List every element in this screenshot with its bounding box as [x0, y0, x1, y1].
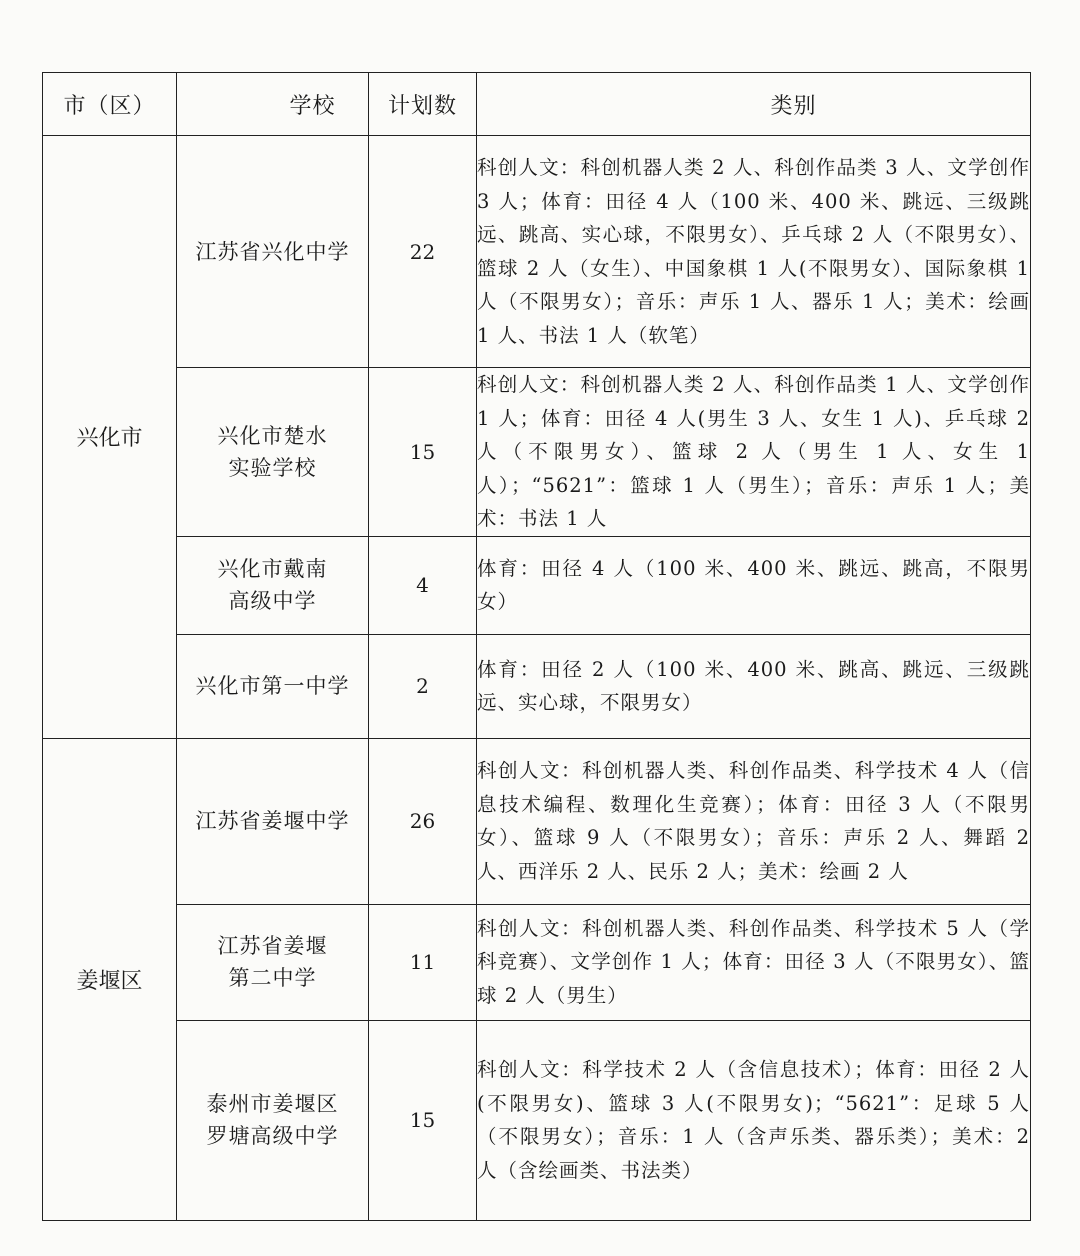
school-cell	[177, 634, 369, 738]
school-cell	[177, 904, 369, 1020]
header-school: 学校	[177, 73, 369, 136]
school-name-line: 江苏省姜堰	[217, 934, 328, 958]
table-row	[43, 1020, 1031, 1220]
plan-count-cell: 15	[369, 1020, 477, 1220]
plan-count-cell: 22	[369, 136, 477, 368]
table-row	[43, 136, 1031, 368]
table-row	[43, 634, 1031, 738]
school-name-line: 兴化市第一中学	[195, 674, 350, 698]
header-category: 类别	[477, 73, 1031, 136]
enrollment-plan-table	[42, 72, 1031, 1221]
plan-count-cell: 2	[369, 634, 477, 738]
plan-count-cell: 4	[369, 536, 477, 634]
city-cell: 姜堰区	[43, 738, 177, 1220]
school-name-line: 江苏省兴化中学	[195, 239, 350, 264]
category-cell: 体育：田径 4 人（100 米、400 米、跳远、跳高，不限男女）	[477, 536, 1031, 634]
school-name-line: 兴化市楚水	[217, 423, 328, 448]
category-cell: 科创人文：科学技术 2 人（含信息技术）；体育：田径 2 人(不限男女)、篮球 3 人(不限男女)；“5621”：足球 5 人（不限男女）；音乐：1 人（含声乐类、器乐类）；美术：2 人（含绘画类、书法类）	[477, 1020, 1031, 1220]
plan-count-cell: 15	[369, 368, 477, 537]
table-row	[43, 738, 1031, 904]
table-row	[43, 904, 1031, 1020]
school-cell	[177, 738, 369, 904]
table-row	[43, 368, 1031, 537]
header-count: 计划数	[369, 73, 477, 136]
school-cell	[177, 1020, 369, 1220]
school-name-line: 第二中学	[228, 966, 317, 990]
category-cell: 科创人文：科创机器人类、科创作品类、科学技术 4 人（信息技术编程、数理化生竞赛）；体育：田径 3 人（不限男女）、篮球 9 人（不限男女）；音乐：声乐 2 人、舞蹈 2 人、西洋乐 2 人、民乐 2 人；美术：绘画 2 人	[477, 738, 1031, 904]
table-header-row	[43, 73, 1031, 136]
city-cell: 兴化市	[43, 136, 177, 739]
school-name-line: 罗塘高级中学	[206, 1124, 339, 1148]
header-city: 市（区）	[43, 73, 177, 136]
plan-count-cell: 11	[369, 904, 477, 1020]
school-cell	[177, 536, 369, 634]
school-cell	[177, 136, 369, 368]
school-name-line: 江苏省姜堰中学	[195, 809, 350, 833]
category-cell: 科创人文：科创机器人类 2 人、科创作品类 1 人、文学创作 1 人；体育：田径 4 人(男生 3 人、女生 1 人)、乒乓球 2 人（不限男女）、篮球 2 人（男生 1 人、女生 1 人）；“5621”：篮球 1 人（男生）；音乐：声乐 1 人；美术：书法 1 人	[477, 368, 1031, 537]
table-row	[43, 536, 1031, 634]
plan-count-cell: 26	[369, 738, 477, 904]
school-name-line: 高级中学	[228, 589, 317, 613]
school-name-line: 兴化市戴南	[217, 557, 328, 581]
category-cell: 科创人文：科创机器人类、科创作品类、科学技术 5 人（学科竞赛）、文学创作 1 人；体育：田径 3 人（不限男女）、篮球 2 人（男生）	[477, 904, 1031, 1020]
category-cell: 体育：田径 2 人（100 米、400 米、跳高、跳远、三级跳远、实心球，不限男女）	[477, 634, 1031, 738]
school-name-line: 泰州市姜堰区	[206, 1092, 339, 1116]
school-cell	[177, 368, 369, 537]
school-name-line: 实验学校	[228, 455, 317, 480]
category-cell: 科创人文：科创机器人类 2 人、科创作品类 3 人、文学创作 3 人；体育：田径 4 人（100 米、400 米、跳远、三级跳远、跳高、实心球，不限男女）、乒乓球 2 人（不限男女）、篮球 2 人（女生）、中国象棋 1 人(不限男女）、国际象棋 1 人（不限男女）；音乐：声乐 1 人、器乐 1 人；美术：绘画 1 人、书法 1 人（软笔）	[477, 136, 1031, 368]
